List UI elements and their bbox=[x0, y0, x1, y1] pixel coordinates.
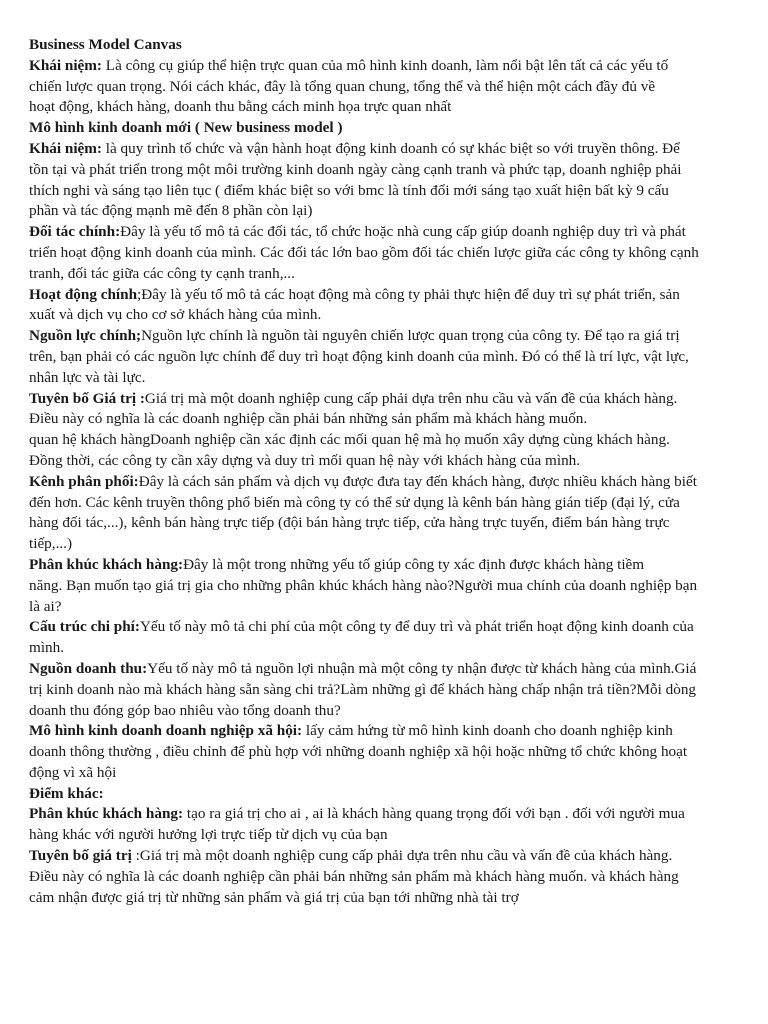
document-line bbox=[29, 201, 748, 222]
body-text: Là công cụ giúp thể hiện trực quan của mô hình kinh doanh, làm nổi bật lên tất cả các yếu tố bbox=[105, 56, 669, 74]
body-text: tồn tại và phát triển trong một môi trường kinh doanh ngày càng cạnh tranh và phức tạp, doanh nghiệp phải bbox=[29, 160, 682, 178]
heading-text: Business Model Canvas bbox=[29, 36, 182, 53]
body-text: Yếu tố này mô tả nguồn lợi nhuận mà một công ty nhận được từ khách hàng của mình.Giá bbox=[147, 659, 697, 677]
body-text: cảm nhận được giá trị từ những sản phẩm và giá trị của bạn tới những nhà tài trợ bbox=[29, 888, 519, 906]
document-line bbox=[29, 867, 748, 888]
body-text: hàng đối tác,...), kênh bán hàng trực tiếp (đội bán hàng trực tiếp, cửa hàng trực tuyến, điểm bán hàng trực bbox=[29, 514, 670, 532]
document-line bbox=[29, 576, 748, 597]
document-line bbox=[29, 555, 748, 576]
document-line bbox=[29, 305, 748, 326]
document-line bbox=[29, 534, 748, 555]
heading-text: Phân khúc khách hàng: bbox=[29, 805, 187, 823]
document-line bbox=[29, 160, 748, 181]
document-line bbox=[29, 264, 748, 285]
body-text: Nguồn lực chính là nguồn tài nguyên chiến lược quan trọng của công ty. Để tạo ra giá trị bbox=[141, 327, 680, 345]
document-line bbox=[29, 742, 748, 763]
document-line bbox=[29, 784, 748, 805]
body-text: Đây là yếu tố mô tả các đối tác, tổ chức hoặc nhà cung cấp giúp doanh nghiệp duy trì và phát bbox=[120, 223, 686, 241]
body-text: Điều này có nghĩa là các doanh nghiệp cần phải bán những sản phẩm mà khách hàng muốn. bbox=[29, 410, 588, 428]
body-text: thích nghi và sáng tạo liên tục ( điểm khác biệt so với bmc là tính đổi mới sáng tạo xuất hiện bất kỳ 9 cấu bbox=[29, 181, 669, 199]
heading-text: Mô hình kinh doanh doanh nghiệp xã hội: bbox=[29, 722, 306, 740]
body-text: tiếp,...) bbox=[29, 535, 73, 553]
body-text: Đồng thời, các công ty cần xây dựng và duy trì mối quan hệ này với khách hàng của mình. bbox=[29, 451, 581, 469]
heading-text: Khái niệm: bbox=[29, 139, 106, 157]
document-line bbox=[29, 513, 748, 534]
document-line bbox=[29, 326, 748, 347]
heading-text: Tuyên bố Giá trị : bbox=[29, 389, 145, 407]
body-text: xuất và dịch vụ cho cơ sở khách hàng của mình. bbox=[29, 306, 322, 324]
body-text: tạo ra giá trị cho ai , ai là khách hàng quang trọng đối với bạn . đối với người mua bbox=[186, 805, 685, 823]
document-line bbox=[29, 701, 748, 722]
body-text: doanh thông thường , điều chỉnh để phù hợp với những doanh nghiệp xã hội hoặc những tổ chức không hoạt bbox=[29, 743, 688, 761]
body-text: là quy trình tổ chức và vận hành hoạt động kinh doanh có sự khác biệt so với truyền thông. Để bbox=[105, 139, 680, 157]
document-line bbox=[29, 35, 748, 56]
body-text: Yếu tố này mô tả chi phí của một công ty để duy trì và phát triển hoạt động kinh doanh của bbox=[139, 618, 694, 636]
document-line bbox=[29, 617, 748, 638]
document-line bbox=[29, 389, 748, 410]
document-line bbox=[29, 222, 748, 243]
body-text: đến hơn. Các kênh truyền thông phổ biến mà công ty có thể sử dụng là kênh bán hàng gián tiếp (đại lý, cửa bbox=[29, 493, 680, 511]
heading-text: Phân khúc khách hàng: bbox=[29, 555, 184, 573]
heading-text: Hoạt động chính bbox=[29, 285, 138, 303]
document-line bbox=[29, 139, 748, 160]
document-line bbox=[29, 721, 748, 742]
body-text: là ai? bbox=[29, 597, 62, 615]
heading-text: Kênh phân phối: bbox=[29, 472, 139, 490]
document-line bbox=[29, 846, 748, 867]
body-text: quan hệ khách hàngDoanh nghiệp cần xác định các mối quan hệ mà họ muốn xây dựng cùng khách hàng. bbox=[29, 431, 670, 449]
document-line bbox=[29, 472, 748, 493]
heading-text: Nguồn lực chính; bbox=[29, 327, 142, 345]
body-text: hoạt động, khách hàng, doanh thu bằng cách minh họa trực quan nhất bbox=[29, 98, 452, 116]
document-line bbox=[29, 763, 748, 784]
document-line bbox=[29, 680, 748, 701]
document-line bbox=[29, 181, 748, 202]
body-text: mình. bbox=[29, 639, 65, 657]
document-line bbox=[29, 638, 748, 659]
document-line bbox=[29, 597, 748, 618]
document-line bbox=[29, 493, 748, 514]
body-text: trên, bạn phải có các nguồn lực chính để duy trì hoạt động kinh doanh của mình. Đó có thể là trí lực, vật lực, bbox=[29, 347, 689, 365]
heading-text: Điểm khác: bbox=[29, 784, 104, 802]
body-text: phần và tác động mạnh mẽ đến 8 phần còn lại) bbox=[29, 202, 313, 220]
document-line bbox=[29, 285, 748, 306]
document-line bbox=[29, 243, 748, 264]
body-text: năng. Bạn muốn tạo giá trị gia cho những phân khúc khách hàng nào?Người mua chính của doanh nghiệp bạn bbox=[29, 576, 698, 594]
body-text: doanh thu đóng góp bao nhiêu vào tổng doanh thu? bbox=[29, 701, 341, 719]
document-line bbox=[29, 451, 748, 472]
document-line bbox=[29, 56, 748, 77]
body-text: hàng khác với người hưởng lợi trực tiếp từ dịch vụ của bạn bbox=[29, 826, 388, 844]
body-text: nhân lực và tài lực. bbox=[29, 368, 146, 386]
document-line bbox=[29, 347, 748, 368]
body-text: chiến lược quan trọng. Nói cách khác, đây là tổng quan chung, tổng thể và thể hiện một cách đầy đủ về bbox=[29, 77, 656, 95]
heading-text: Nguồn doanh thu: bbox=[29, 659, 148, 677]
document-body bbox=[29, 35, 748, 908]
body-text: Đây là cách sản phẩm và dịch vụ được đưa tay đến khách hàng, được nhiều khách hàng biết bbox=[138, 472, 697, 490]
body-text: :Giá trị mà một doanh nghiệp cung cấp phải dựa trên nhu cầu và vấn đề của khách hàng. bbox=[135, 847, 673, 865]
document-line bbox=[29, 97, 748, 118]
document-line bbox=[29, 409, 748, 430]
body-text: động vì xã hội bbox=[29, 763, 117, 781]
body-text: lấy cảm hứng từ mô hình kinh doanh cho doanh nghiệp kinh bbox=[305, 722, 673, 740]
document-line bbox=[29, 825, 748, 846]
body-text: trị kinh doanh nào mà khách hàng sẵn sàng chi trả?Làm những gì để khách hàng chấp nhận trả tiền?Mỗi dòng bbox=[29, 680, 697, 698]
document-line bbox=[29, 77, 748, 98]
document-line bbox=[29, 430, 748, 451]
heading-text: Đối tác chính: bbox=[29, 223, 121, 241]
document-line bbox=[29, 888, 748, 909]
heading-text: Cấu trúc chi phí: bbox=[29, 618, 140, 636]
body-text: triển hoạt động kinh doanh của mình. Các đối tác lớn bao gồm đối tác chiến lược giữa các công ty không cạnh bbox=[29, 243, 699, 261]
document-line bbox=[29, 659, 748, 680]
document-line bbox=[29, 118, 748, 139]
document-line bbox=[29, 804, 748, 825]
body-text: tranh, đối tác giữa các công ty cạnh tranh,... bbox=[29, 264, 295, 282]
heading-text: Mô hình kinh doanh mới ( New business model ) bbox=[29, 119, 343, 137]
body-text: ;Đây là yếu tố mô tả các hoạt động mà công ty phải thực hiện để duy trì sự phát triển, sản bbox=[137, 285, 680, 303]
body-text: Giá trị mà một doanh nghiệp cung cấp phải dựa trên nhu cầu và vấn đề của khách hàng. bbox=[144, 389, 678, 407]
heading-text: Khái niệm: bbox=[29, 56, 106, 74]
heading-text: Tuyên bố giá trị bbox=[29, 847, 136, 865]
body-text: Điều này có nghĩa là các doanh nghiệp cần phải bán những sản phẩm mà khách hàng muốn. và khách hàng bbox=[29, 867, 679, 885]
document-line bbox=[29, 368, 748, 389]
body-text: Đây là một trong những yếu tố giúp công ty xác định được khách hàng tiềm bbox=[183, 555, 645, 573]
